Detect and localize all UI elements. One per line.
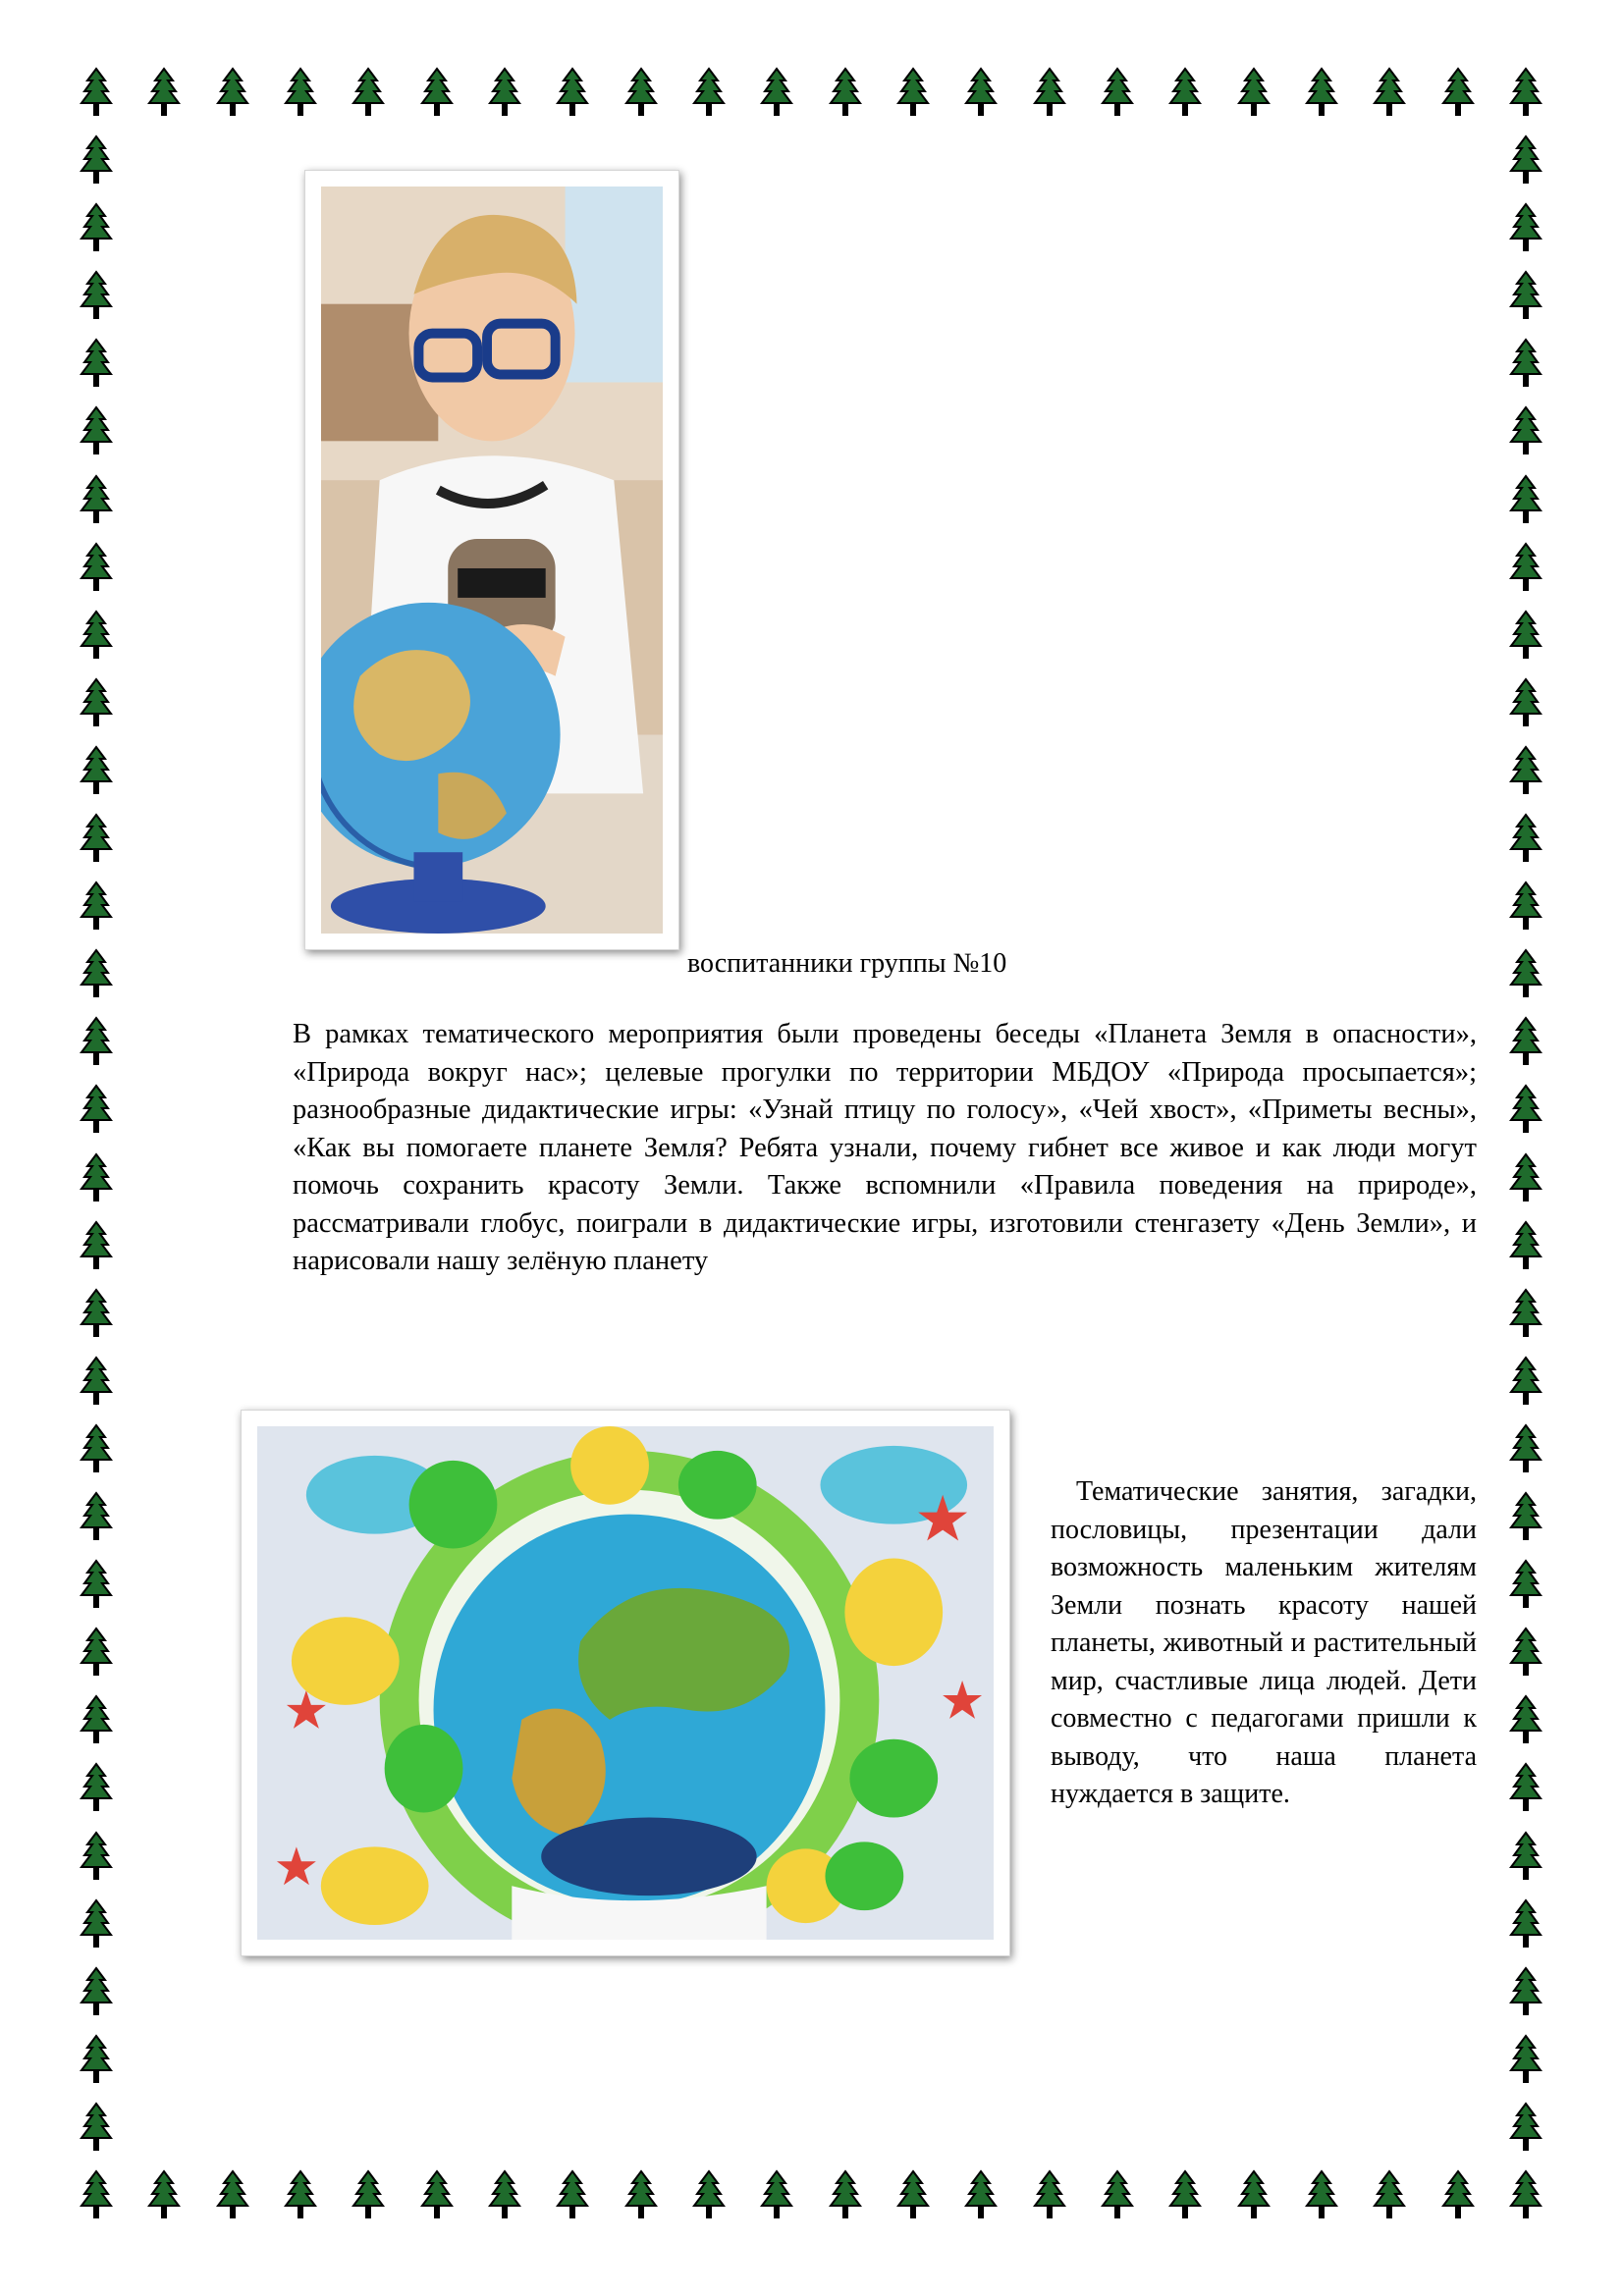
- tree-icon: [1508, 270, 1543, 323]
- tree-icon: [79, 1084, 114, 1137]
- tree-icon: [1372, 2169, 1407, 2222]
- tree-icon: [1508, 1084, 1543, 1137]
- tree-icon: [79, 1423, 114, 1476]
- tree-icon: [828, 67, 863, 120]
- tree-icon: [1508, 134, 1543, 187]
- tree-icon: [963, 2169, 999, 2222]
- tree-icon: [1508, 2102, 1543, 2155]
- tree-icon: [215, 2169, 250, 2222]
- tree-icon: [1508, 1016, 1543, 1069]
- tree-icon: [1508, 2034, 1543, 2087]
- tree-icon: [1236, 67, 1271, 120]
- tree-icon: [895, 2169, 931, 2222]
- tree-icon: [146, 2169, 182, 2222]
- tree-icon: [351, 67, 386, 120]
- tree-icon: [79, 67, 114, 120]
- tree-icon: [623, 2169, 659, 2222]
- tree-icon: [419, 2169, 455, 2222]
- tree-icon: [1167, 67, 1203, 120]
- tree-icon: [79, 610, 114, 663]
- tree-icon: [1304, 67, 1339, 120]
- tree-icon: [1508, 2169, 1543, 2222]
- tree-icon: [1508, 1356, 1543, 1409]
- tree-icon: [1508, 881, 1543, 934]
- tree-icon: [79, 1220, 114, 1273]
- tree-icon: [79, 202, 114, 255]
- tree-icon: [1100, 2169, 1135, 2222]
- tree-icon: [828, 2169, 863, 2222]
- tree-icon: [1032, 2169, 1067, 2222]
- tree-icon: [555, 2169, 590, 2222]
- tree-icon: [79, 542, 114, 595]
- tree-icon: [1508, 1831, 1543, 1884]
- tree-icon: [1508, 474, 1543, 527]
- tree-icon: [419, 67, 455, 120]
- tree-icon: [351, 2169, 386, 2222]
- tree-icon: [1372, 67, 1407, 120]
- tree-icon: [283, 67, 318, 120]
- tree-icon: [1508, 1491, 1543, 1544]
- tree-icon: [79, 1831, 114, 1884]
- tree-icon: [555, 67, 590, 120]
- tree-icon: [623, 67, 659, 120]
- tree-icon: [691, 67, 727, 120]
- tree-icon: [215, 67, 250, 120]
- photo-child-globe: [304, 170, 679, 950]
- tree-icon: [1508, 202, 1543, 255]
- tree-icon: [1508, 1898, 1543, 1951]
- tree-icon: [1508, 1423, 1543, 1476]
- tree-icon: [79, 1694, 114, 1747]
- tree-icon: [1440, 2169, 1476, 2222]
- tree-icon: [1508, 1220, 1543, 1273]
- tree-icon: [79, 405, 114, 458]
- tree-icon: [1508, 745, 1543, 798]
- tree-icon: [146, 67, 182, 120]
- tree-icon: [1508, 1559, 1543, 1612]
- photo-paper-earth: [241, 1410, 1010, 1956]
- tree-icon: [79, 134, 114, 187]
- tree-icon: [1508, 1152, 1543, 1205]
- tree-icon: [79, 1898, 114, 1951]
- side-paragraph: Тематические занятия, загадки, пословицы, презентации дали возможность маленьким жителям Земли познать красоту нашей планеты, животный и растительный мир, счастливые лица людей. Дети совместно с педагогами пришли к выводу, что наша планета нуждается в защите.: [1051, 1476, 1477, 1809]
- tree-icon: [1167, 2169, 1203, 2222]
- tree-icon: [79, 270, 114, 323]
- tree-icon: [1508, 338, 1543, 391]
- tree-icon: [1236, 2169, 1271, 2222]
- tree-icon: [79, 1559, 114, 1612]
- tree-icon: [79, 1627, 114, 1680]
- tree-icon: [1508, 67, 1543, 120]
- tree-icon: [1032, 67, 1067, 120]
- tree-icon: [79, 1288, 114, 1341]
- tree-icon: [79, 338, 114, 391]
- tree-icon: [895, 67, 931, 120]
- tree-icon: [79, 813, 114, 866]
- tree-icon: [283, 2169, 318, 2222]
- tree-icon: [1508, 813, 1543, 866]
- tree-icon: [79, 677, 114, 730]
- tree-icon: [79, 1356, 114, 1409]
- tree-icon: [691, 2169, 727, 2222]
- tree-icon: [1100, 67, 1135, 120]
- tree-icon: [487, 2169, 522, 2222]
- tree-icon: [1440, 67, 1476, 120]
- tree-icon: [1508, 1762, 1543, 1815]
- tree-icon: [79, 1966, 114, 2019]
- tree-icon: [79, 1762, 114, 1815]
- main-paragraph: В рамках тематического мероприятия были проведены беседы «Планета Земля в опасности», «Природа вокруг нас»; целевые прогулки по территории МБДОУ «Природа просыпается»; разнообразные дидактические игры: «Узнай птицу по голосу», «Чей хвост», «Приметы весны», «Как вы помогаете планете Земля? Ребята узнали, почему гибнет все живое и как люди могут помочь сохранить красоту Земли. Также вспомнили «Правила поведения на природе», рассматривали глобус, поиграли в дидактические игры, изготовили стенгазету «День Земли», и нарисовали нашу зелёную планету: [293, 1019, 1477, 1276]
- tree-icon: [1508, 1288, 1543, 1341]
- tree-icon: [1508, 1966, 1543, 2019]
- tree-icon: [79, 881, 114, 934]
- tree-icon: [79, 1152, 114, 1205]
- tree-icon: [1508, 948, 1543, 1001]
- tree-icon: [1508, 542, 1543, 595]
- tree-icon: [79, 1491, 114, 1544]
- tree-icon: [79, 2169, 114, 2222]
- tree-icon: [79, 474, 114, 527]
- tree-icon: [79, 948, 114, 1001]
- tree-icon: [759, 2169, 794, 2222]
- tree-icon: [1508, 1627, 1543, 1680]
- tree-icon: [1508, 1694, 1543, 1747]
- child-with-globe-image: [321, 187, 663, 934]
- tree-icon: [1304, 2169, 1339, 2222]
- tree-icon: [759, 67, 794, 120]
- tree-icon: [963, 67, 999, 120]
- paper-craft-earth-image: [257, 1426, 994, 1940]
- tree-icon: [79, 2102, 114, 2155]
- tree-icon: [79, 2034, 114, 2087]
- tree-icon: [1508, 405, 1543, 458]
- tree-icon: [1508, 677, 1543, 730]
- tree-icon: [79, 745, 114, 798]
- tree-icon: [487, 67, 522, 120]
- tree-icon: [79, 1016, 114, 1069]
- photo-caption: воспитанники группы №10: [687, 948, 1007, 979]
- tree-icon: [1508, 610, 1543, 663]
